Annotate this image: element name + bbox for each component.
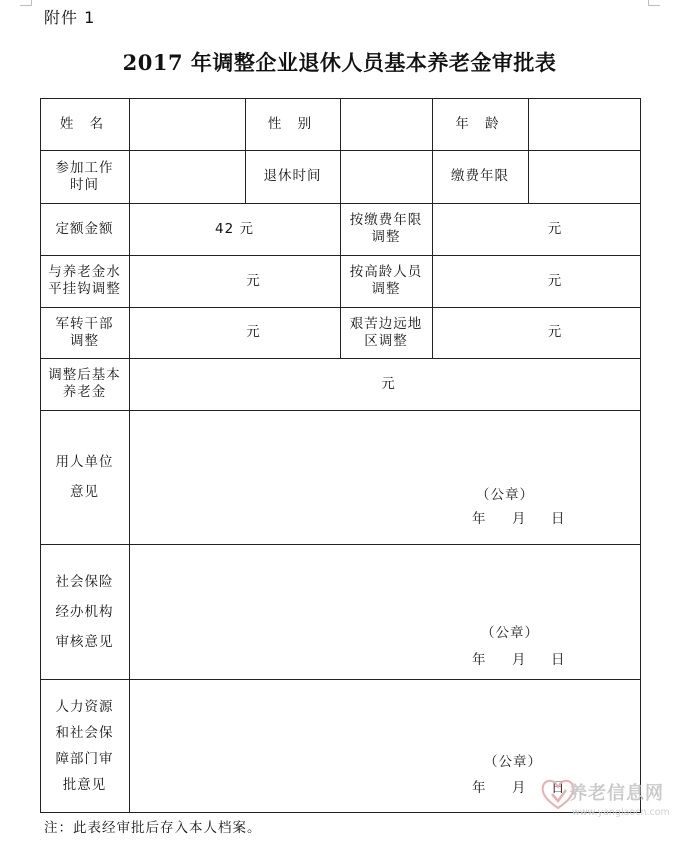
by-age-label (340, 255, 432, 307)
remote-area-label-line-2: 区调整 (364, 332, 408, 349)
contribution-years-field[interactable] (528, 150, 640, 203)
employer-date-day: 日 (551, 511, 565, 527)
footnote: 注：此表经审批后存入本人档案。 (44, 820, 262, 836)
military-cadre-label-line-2: 调整 (70, 332, 99, 349)
contribution-years-label: 缴费年限 (451, 168, 509, 184)
hr-date-month: 月 (512, 780, 526, 796)
document-title: 2017 年调整企业退休人员基本养老金审批表 (122, 50, 557, 75)
page-corner-mark-left (20, 0, 32, 6)
by-age-value[interactable]: 元 (547, 272, 563, 289)
employer-date-month: 月 (512, 511, 526, 527)
adjusted-pension-label-line-1: 调整后基本 (48, 367, 121, 383)
gender-field[interactable] (340, 98, 432, 150)
work-start-label-line-1: 参加工作 (55, 159, 114, 176)
work-start-field[interactable] (129, 150, 245, 203)
military-cadre-label (40, 307, 129, 358)
linked-adjustment-label-line-2: 平挂钩调整 (48, 281, 121, 297)
hr-seal: （公章） (484, 754, 542, 770)
agency-date-month: 月 (512, 652, 526, 668)
by-age-label-line-2: 调整 (371, 281, 401, 297)
gender-label: 性 别 (267, 115, 318, 132)
linked-adjustment-label-line-1: 与养老金水 (48, 264, 121, 280)
age-field[interactable] (528, 98, 640, 150)
by-years-value[interactable]: 元 (547, 220, 563, 237)
linked-adjustment-label (40, 255, 129, 307)
employer-seal: （公章） (476, 487, 534, 503)
attachment-label: 附件 1 (44, 8, 96, 27)
watermark (538, 772, 678, 832)
page-corner-mark-right (648, 0, 660, 6)
agency-seal: （公章） (481, 625, 539, 641)
by-years-label-line-2: 调整 (371, 229, 401, 245)
name-label: 姓 名 (59, 115, 110, 132)
adjusted-pension-label (40, 358, 129, 410)
military-cadre-value[interactable]: 元 (246, 324, 261, 340)
hr-approval-label-line-1: 人力资源 (55, 698, 114, 715)
watermark-text: 养老信息网 (569, 783, 664, 804)
remote-area-label (340, 307, 432, 358)
work-start-label-line-2: 时间 (70, 176, 99, 193)
agency-review-label-line-2: 经办机构 (55, 603, 114, 620)
hr-approval-label (40, 679, 129, 812)
retire-time-field[interactable] (340, 150, 432, 203)
adjusted-pension-label-line-2: 养老金 (62, 384, 107, 400)
hr-approval-label-line-4: 批意见 (62, 776, 107, 793)
agency-review-label (40, 544, 129, 679)
hr-date-year: 年 (472, 780, 486, 796)
fixed-amount-label: 定额金额 (55, 220, 114, 237)
by-years-label-line-1: 按缴费年限 (349, 212, 423, 228)
employer-opinion-label (40, 410, 129, 544)
military-cadre-label-line-1: 军转干部 (55, 315, 114, 332)
remote-area-value[interactable]: 元 (547, 324, 563, 340)
employer-opinion-label-line-1: 用人单位 (55, 454, 114, 470)
agency-review-label-line-3: 审核意见 (55, 633, 114, 650)
employer-opinion-label-line-2: 意见 (70, 484, 99, 500)
name-field[interactable] (129, 98, 245, 150)
age-label: 年 龄 (455, 115, 505, 132)
work-start-label (40, 150, 129, 203)
agency-review-label-line-1: 社会保险 (55, 573, 114, 590)
by-years-label (340, 203, 432, 255)
retire-time-label: 退休时间 (263, 168, 322, 184)
hr-date-day: 日 (551, 780, 565, 796)
watermark-url: www.yanglaocn.com (572, 807, 670, 818)
hr-approval-label-line-3: 障部门审 (55, 750, 114, 767)
table-line (640, 98, 641, 812)
fixed-amount-value[interactable]: 42 元 (215, 220, 254, 237)
remote-area-label-line-1: 艰苦边远地 (349, 315, 423, 332)
linked-adjustment-value[interactable]: 元 (246, 272, 261, 289)
agency-date-year: 年 (472, 652, 486, 668)
by-age-label-line-1: 按高龄人员 (349, 264, 423, 280)
agency-date-day: 日 (551, 652, 565, 668)
employer-date-year: 年 (472, 511, 486, 527)
hr-approval-label-line-2: 和社会保 (55, 724, 114, 741)
adjusted-pension-value[interactable]: 元 (381, 375, 396, 392)
